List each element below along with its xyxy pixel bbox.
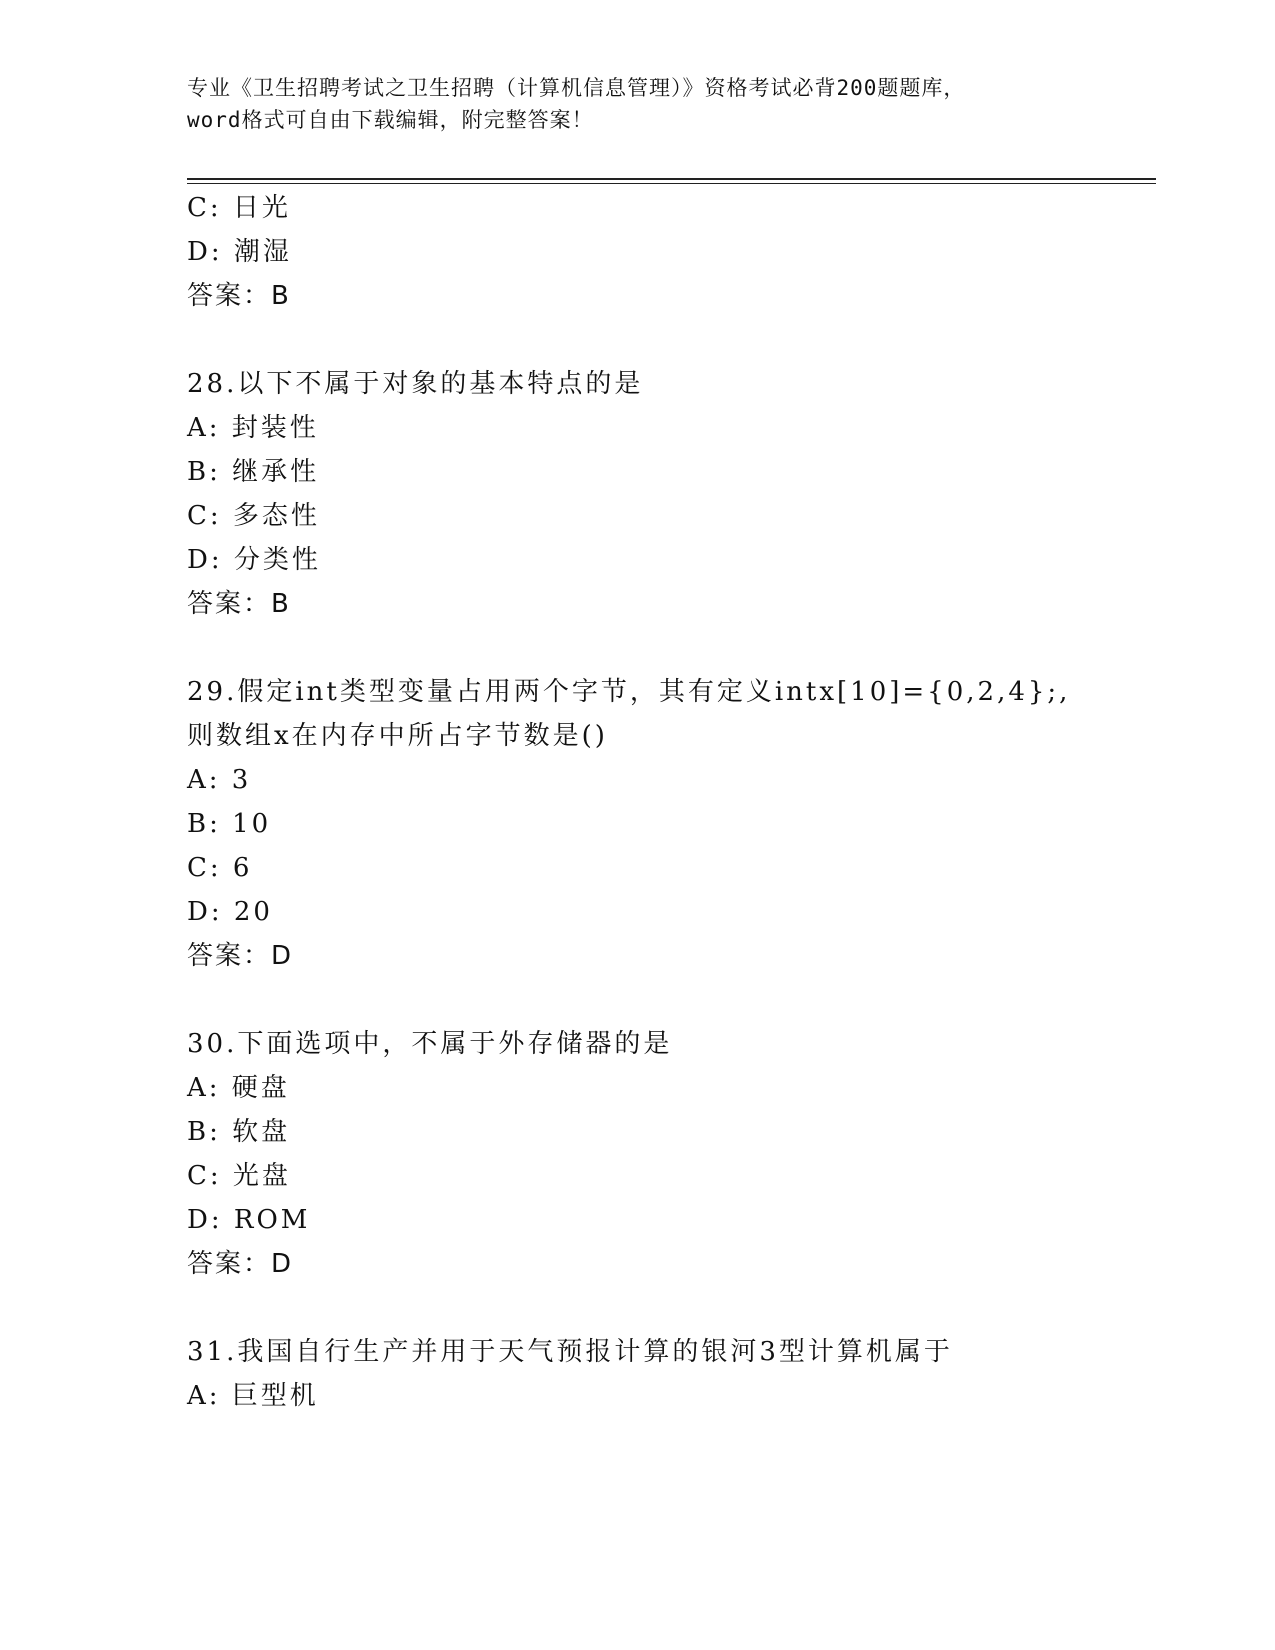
q28-option-d: D: 分类性	[187, 545, 321, 575]
header-divider-thin	[187, 183, 1156, 184]
q29-option-c: C: 6	[187, 853, 253, 883]
q29-option-a: A: 3	[187, 765, 252, 795]
prev-answer: 答案：B	[187, 281, 291, 311]
q28-option-c: C: 多态性	[187, 501, 320, 531]
prev-option-c: C: 日光	[187, 193, 291, 223]
q31-stem: 31.我国自行生产并用于天气预报计算的银河3型计算机属于	[187, 1337, 953, 1367]
header-divider	[187, 178, 1156, 180]
header-line-1: 专业《卫生招聘考试之卫生招聘（计算机信息管理）》资格考试必背200题题库，	[187, 76, 966, 100]
q30-answer: 答案：D	[187, 1249, 294, 1279]
q28-option-a: A: 封装性	[187, 413, 319, 443]
prev-option-d: D: 潮湿	[187, 237, 292, 267]
q30-option-a: A: 硬盘	[187, 1073, 290, 1103]
q30-option-d: D: ROM	[187, 1205, 311, 1235]
q31-option-a: A: 巨型机	[187, 1381, 319, 1411]
q28-option-b: B: 继承性	[187, 457, 320, 487]
q29-option-d: D: 20	[187, 897, 273, 927]
q30-option-b: B: 软盘	[187, 1117, 291, 1147]
q30-option-c: C: 光盘	[187, 1161, 291, 1191]
q28-stem: 28.以下不属于对象的基本特点的是	[187, 369, 644, 399]
q29-stem-line-1: 29.假定int类型变量占用两个字节，其有定义intx[10]={0,2,4};,	[187, 677, 1071, 707]
q29-stem-line-2: 则数组x在内存中所占字节数是()	[187, 721, 608, 751]
q28-answer: 答案：B	[187, 589, 291, 619]
q29-answer: 答案：D	[187, 941, 294, 971]
q30-stem: 30.下面选项中，不属于外存储器的是	[187, 1029, 673, 1059]
document-header	[187, 72, 1087, 136]
q29-option-b: B: 10	[187, 809, 272, 839]
header-line-2: word格式可自由下载编辑，附完整答案！	[187, 108, 594, 132]
